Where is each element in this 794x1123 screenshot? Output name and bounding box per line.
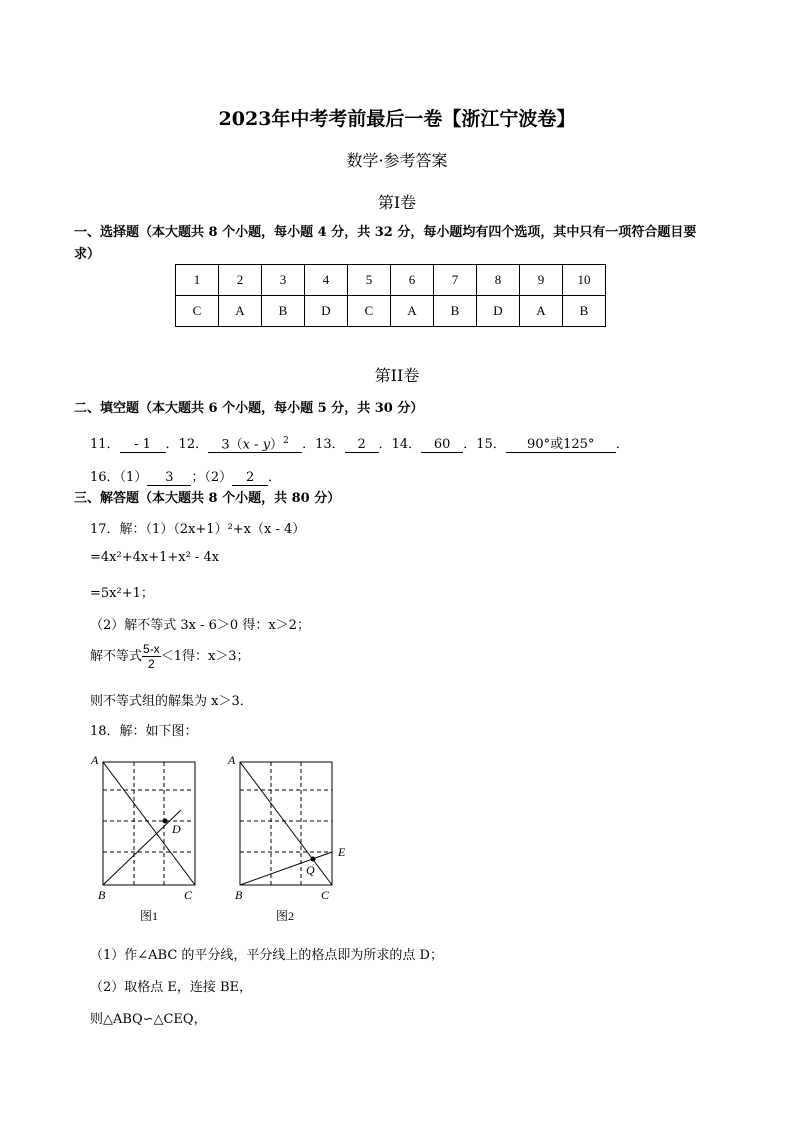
q17-fraction-denominator: 2 xyxy=(148,657,155,671)
choice-section-line1: 一、选择题（本大题共 8 个小题，每小题 4 分，共 32 分，每小题均有四个选项，其中只有一项符合题目要 xyxy=(74,225,697,240)
figure-2 xyxy=(227,753,346,923)
answer-table-numbers-row xyxy=(176,265,606,296)
figure-1-point-d xyxy=(163,819,168,824)
q11-answer: - 1 xyxy=(120,438,166,453)
answer-table-number-cell: 5 xyxy=(348,265,391,296)
q18-step1: （1）作∠ABC 的平分线，平分线上的格点即为所求的点 D； xyxy=(90,948,443,963)
answer-table xyxy=(175,264,606,327)
figure-2-line-be xyxy=(240,852,332,885)
q18-step2: （2）取格点 E，连接 BE， xyxy=(90,980,253,995)
figure-1-label-c: C xyxy=(184,888,193,902)
answer-table-answer-cell: B xyxy=(434,296,477,327)
figure-2-line-ac xyxy=(240,762,332,885)
q13-number: ．13． xyxy=(302,437,345,452)
solve-section-heading: 三、解答题（本大题共 8 个小题，共 80 分） xyxy=(74,491,341,506)
q17-line2: =4x²+4x+1+x² - 4x xyxy=(90,550,220,565)
q15-answer: 90°或125° xyxy=(506,438,616,453)
answer-table-answer-cell: D xyxy=(477,296,520,327)
q16-answer-1: 3 xyxy=(147,471,191,486)
figure-1-label-a: A xyxy=(91,753,99,767)
answer-table-answer-cell: A xyxy=(219,296,262,327)
q15-number: ．15． xyxy=(463,437,506,452)
figure-1-line-ac xyxy=(103,762,195,885)
figure-2-caption: 图2 xyxy=(276,909,295,923)
answer-table-number-cell: 10 xyxy=(563,265,606,296)
figure-2-label-e: E xyxy=(338,845,346,859)
q16-answer-2: 2 xyxy=(232,471,268,486)
q16-end: ． xyxy=(268,470,282,485)
answer-table-answer-cell: C xyxy=(176,296,219,327)
answer-table-answer-cell: B xyxy=(262,296,305,327)
answer-table-number-cell: 1 xyxy=(176,265,219,296)
q12-number: ．12． xyxy=(165,437,209,452)
q12-answer-exp: 2 xyxy=(283,435,289,446)
answer-table-number-cell: 3 xyxy=(262,265,305,296)
q18-step3: 则△ABQ∽△CEQ， xyxy=(90,1012,207,1027)
answer-table-number-cell: 9 xyxy=(520,265,563,296)
q17-line5 xyxy=(90,642,250,671)
answer-table-answer-cell: A xyxy=(391,296,434,327)
q13-answer: 2 xyxy=(345,438,379,453)
q14-answer: 60 xyxy=(421,438,463,453)
fill-section-heading: 二、填空题（本大题共 6 个小题，每小题 5 分，共 30 分） xyxy=(74,401,424,416)
answer-table-number-cell: 8 xyxy=(477,265,520,296)
answer-table-number-cell: 6 xyxy=(391,265,434,296)
q12-answer xyxy=(208,434,302,453)
q18-line1: 18．解：如下图： xyxy=(90,724,198,739)
part2-label: 第II卷 xyxy=(374,366,420,385)
q17-line6: 则不等式组的解集为 x＞3． xyxy=(90,694,253,709)
part1-label: 第Ⅰ卷 xyxy=(377,193,417,212)
q16-line xyxy=(90,466,281,486)
figure-1-label-d: D xyxy=(172,822,181,836)
answer-table-answer-cell: C xyxy=(348,296,391,327)
answer-table-number-cell: 4 xyxy=(305,265,348,296)
q17-fraction-numerator: 5-x xyxy=(143,642,160,656)
q17-fraction xyxy=(142,642,161,671)
q17-line5-suffix: ＜1得：x＞3； xyxy=(160,649,250,664)
answer-table-answer-cell: A xyxy=(520,296,563,327)
q17-line3: =5x²+1； xyxy=(90,586,154,601)
figure-2-point-q xyxy=(311,857,316,862)
choice-section-heading xyxy=(74,222,734,266)
q16-mid: ；（2） xyxy=(191,470,233,485)
answer-table-answers-row xyxy=(176,296,606,327)
figure-2-label-c: C xyxy=(321,888,330,902)
answer-table-number-cell: 2 xyxy=(219,265,262,296)
choice-section-line2: 求） xyxy=(74,247,101,262)
figure-2-label-q: Q xyxy=(306,863,315,877)
q17-line4: （2）解不等式 3x - 6＞0 得：x＞2； xyxy=(90,618,310,633)
figure-1-label-b: B xyxy=(98,888,106,902)
page-title: 2023年中考考前最后一卷【浙江宁波卷】 xyxy=(218,108,576,130)
fill-answers-line xyxy=(90,433,629,453)
q18-figures xyxy=(88,750,368,930)
answer-table-answer-cell: D xyxy=(305,296,348,327)
q17-line1: 17．解：（1）（2x+1）²+x（x - 4） xyxy=(90,522,306,537)
answer-table-answer-cell: B xyxy=(563,296,606,327)
figure-2-label-a: A xyxy=(228,753,236,767)
figure-1 xyxy=(90,753,195,923)
figure-1-caption: 图1 xyxy=(140,909,159,923)
q11-number: 11． xyxy=(90,437,120,452)
q16-number: 16．（1） xyxy=(90,470,148,485)
q17-line5-prefix: 解不等式 xyxy=(90,649,143,664)
q12-answer-main: 3（x - y） xyxy=(221,437,284,452)
answer-table-number-cell: 7 xyxy=(434,265,477,296)
q14-number: ．14． xyxy=(378,437,422,452)
page-subtitle: 数学·参考答案 xyxy=(346,151,448,170)
fill-end-dot: ． xyxy=(615,437,629,452)
figure-2-label-b: B xyxy=(235,888,243,902)
